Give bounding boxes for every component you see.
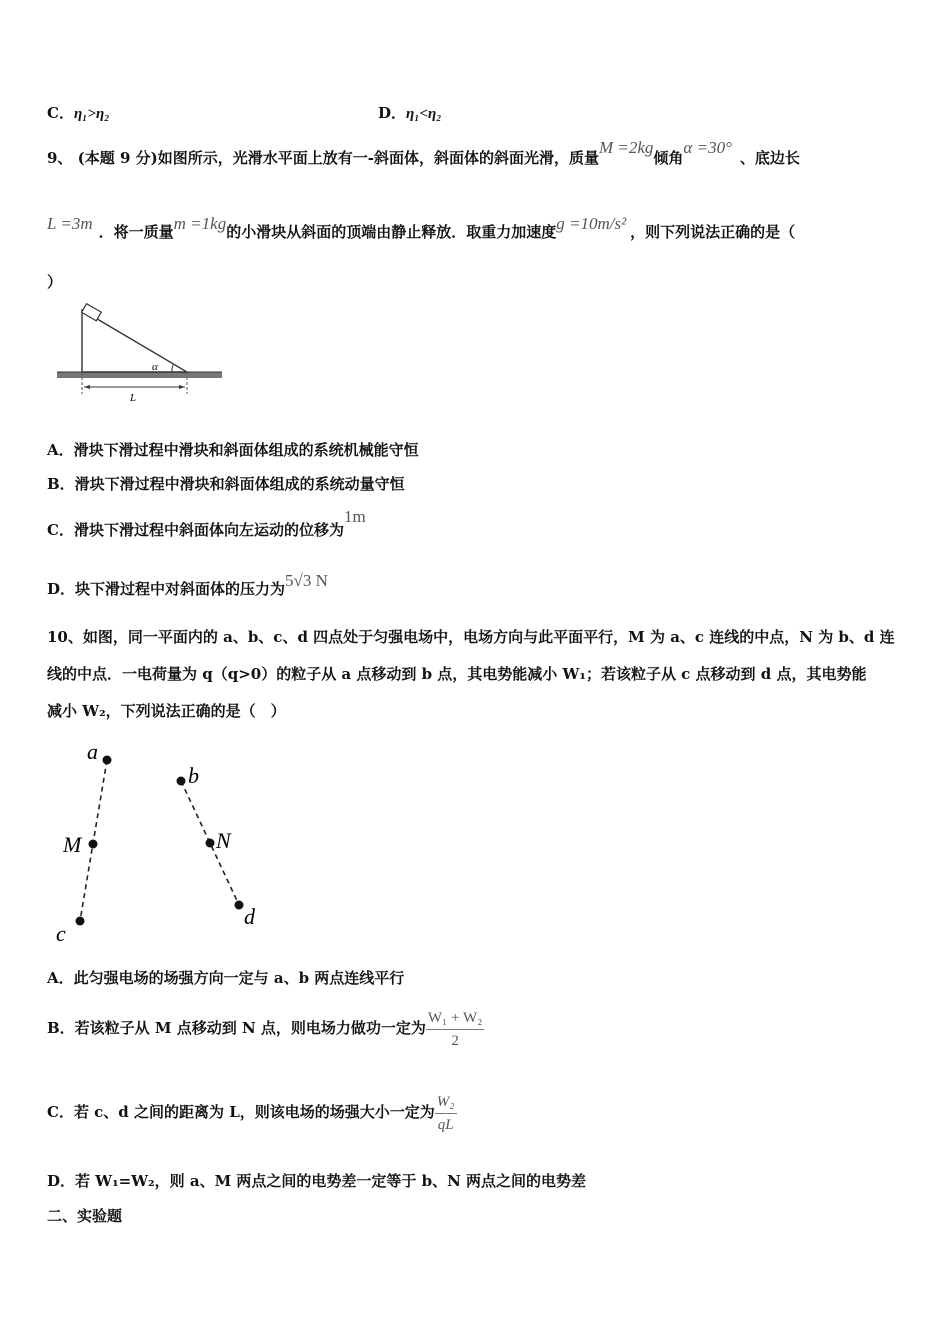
q9-option-b: B．滑块下滑过程中滑块和斜面体组成的系统动量守恒 (47, 475, 405, 493)
label-N: N (216, 828, 231, 853)
point-c (76, 917, 85, 926)
q10-option-d: D．若 W₁=W₂，则 a、M 两点之间的电势差一定等于 b、N 两点之间的电势差 (47, 1172, 587, 1190)
q10-option-a: A．此匀强电场的场强方向一定与 a、b 两点连线平行 (47, 969, 405, 987)
label-a: a (87, 739, 98, 764)
q8-option-d: D．η₁<η₂ (378, 104, 442, 122)
slider-block (82, 304, 102, 321)
angle-arc (172, 365, 173, 372)
point-N (206, 839, 215, 848)
label-M: M (63, 832, 82, 857)
q9-mass-m: m =1kg (173, 214, 227, 233)
q10-option-c-fraction: $\frac{\text{W₂}}{qL}$ (435, 1091, 457, 1136)
q10-stem-line3: 减小 W₂，下列说法正确的是（ ） (47, 702, 286, 720)
q9-stem-line1: 9、 (本题 9 分)如图所示，光滑水平面上放有一-斜面体，斜面体的斜面光滑，质量M =2kg倾角α =30°、底边长 (47, 138, 800, 167)
q9-fig-L: L (130, 392, 137, 404)
q9-angle: α =30° (683, 138, 732, 157)
point-d (235, 901, 244, 910)
q9-gravity: g =10m/s² (556, 214, 627, 233)
q9-option-a: A．滑块下滑过程中滑块和斜面体组成的系统机械能守恒 (47, 441, 419, 459)
q9-fig-alpha: α (152, 361, 158, 373)
label-c: c (56, 921, 66, 946)
q10-option-b: B．若该粒子从 M 点移动到 N 点，则电场力做功一定为 $\frac{\text{W₁ + W₂}}{2}$ (47, 1004, 484, 1052)
section-heading: 二、实验题 (47, 1207, 123, 1225)
q8-option-c: C．η₁>η₂ (47, 104, 110, 122)
q8-option-d-text: η₁<η₂ (406, 106, 442, 122)
q10-stem-line1: 10、如图，同一平面内的 a、b、c、d 四点处于匀强电场中，电场方向与此平面平行，M 为 a、c 连线的中点，N 为 b、d 连 (47, 628, 895, 646)
q9-option-d: D．块下滑过程中对斜面体的压力为5√3 N (47, 571, 328, 598)
q10-stem-line2: 线的中点．一电荷量为 q（q>0）的粒子从 a 点移动到 b 点，其电势能减小 W₁；若该粒子从 c 点移动到 d 点，其电势能 (47, 665, 867, 683)
point-M (89, 840, 98, 849)
q9-incline-figure (54, 300, 234, 415)
q9-stem-line3: ） (47, 273, 63, 291)
q9-length-L: L =3m (47, 214, 93, 233)
point-a (103, 756, 112, 765)
point-b (177, 777, 186, 786)
q8-option-c-text: η₁>η₂ (73, 106, 110, 122)
q10-points-figure (45, 738, 275, 948)
label-b: b (188, 763, 199, 788)
q9-stem-line2: L =3m ．将一质量m =1kg的小滑块从斜面的顶端由静止释放．取重力加速度g =10m/s² ，则下列说法正确的是（ (47, 214, 796, 241)
q9-option-d-value: 5√3 N (285, 571, 328, 590)
q9-mass-M: M =2kg (598, 138, 654, 157)
q10-option-c: C．若 c、d 之间的距离为 L，则该电场的场强大小一定为 $\frac{\text{W₂}}{qL}$ (47, 1088, 457, 1136)
q9-option-c: C．滑块下滑过程中斜面体向左运动的位移为1m (47, 507, 366, 539)
q10-option-b-fraction: $\frac{\text{W₁ + W₂}}{2}$ (426, 1007, 484, 1052)
label-d: d (244, 904, 255, 929)
q9-option-c-value: 1m (343, 507, 366, 526)
